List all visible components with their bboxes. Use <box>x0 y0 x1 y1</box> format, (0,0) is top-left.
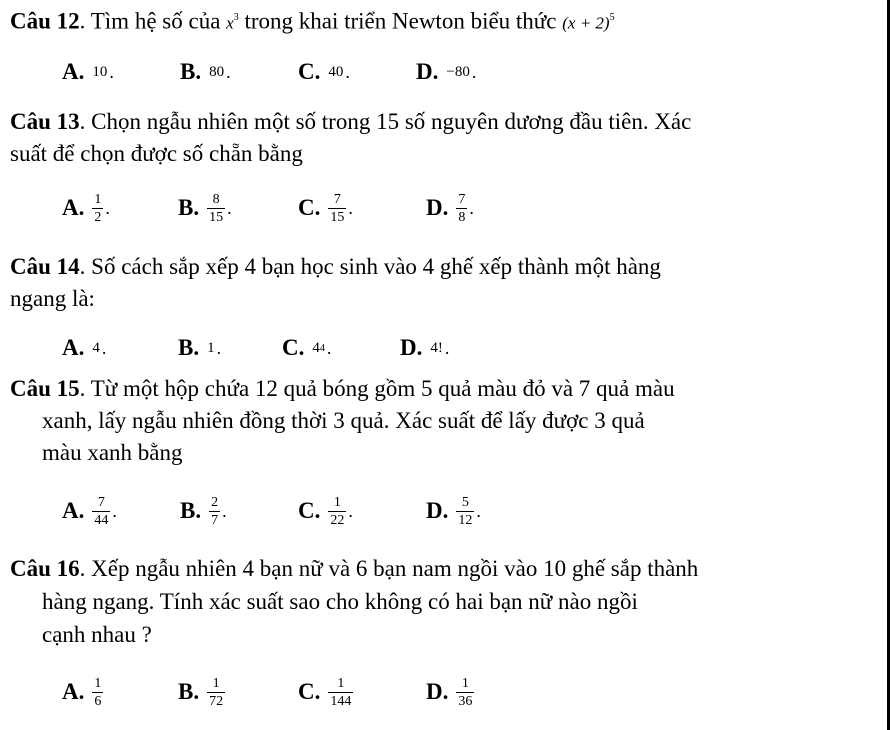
fraction-numerator: 1 <box>94 675 102 691</box>
option-fraction <box>328 192 346 225</box>
question-16-line-2: hàng ngang. Tính xác suất sao cho không có hai bạn nữ nào ngồi <box>42 589 638 614</box>
question-16-text: . Xếp ngẫu nhiên 4 bạn nữ và 6 bạn nam ngồi vào 10 ghế sắp thành <box>79 556 699 581</box>
q16-option-c[interactable] <box>298 672 353 712</box>
option-value: 1 <box>207 339 215 356</box>
option-letter: A. <box>62 498 85 523</box>
fraction-numerator: 8 <box>212 191 220 207</box>
fraction-denominator: 36 <box>458 693 473 709</box>
fraction-denominator: 144 <box>330 693 352 709</box>
q15-option-a[interactable] <box>62 491 117 531</box>
q16-option-a[interactable] <box>62 672 103 712</box>
question-16-label: Câu 16 <box>10 556 80 581</box>
option-value: 4! <box>430 339 443 356</box>
question-14-line-2: ngang là: <box>10 286 95 311</box>
option-value: 4 <box>92 339 100 356</box>
option-letter: B. <box>178 335 200 360</box>
fraction-denominator: 22 <box>330 512 345 528</box>
option-trail: . <box>444 337 450 358</box>
question-14-text: . Số cách sắp xếp 4 bạn học sinh vào 4 ghế xếp thành một hàng <box>79 254 661 279</box>
fraction-numerator: 1 <box>461 675 469 691</box>
option-letter: C. <box>282 335 305 360</box>
option-letter: D. <box>400 335 423 360</box>
question-12-text-before: . Tìm hệ số của <box>79 8 227 34</box>
option-trail: . <box>222 500 227 521</box>
option-letter: B. <box>178 679 200 704</box>
q12-option-b[interactable] <box>180 52 231 92</box>
q13-option-d[interactable] <box>426 188 474 228</box>
option-value: 10 <box>92 63 108 80</box>
q15-option-c[interactable] <box>298 491 353 531</box>
option-trail: . <box>112 500 117 521</box>
q12-option-c[interactable] <box>298 52 350 92</box>
option-letter: B. <box>178 195 200 220</box>
option-fraction <box>456 676 474 709</box>
option-trail: . <box>226 61 231 82</box>
fraction-denominator: 7 <box>211 512 219 528</box>
question-15-label: Câu 15 <box>10 376 80 401</box>
q13-option-c[interactable] <box>298 188 353 228</box>
option-trail: . <box>348 197 353 218</box>
option-trail: . <box>109 61 114 82</box>
option-letter: A. <box>62 679 85 704</box>
option-superscript: 4 <box>319 342 325 354</box>
option-letter: A. <box>62 59 85 84</box>
q14-option-d[interactable] <box>400 328 449 368</box>
fraction-denominator: 15 <box>330 209 345 225</box>
option-letter: B. <box>180 59 202 84</box>
fraction-denominator: 8 <box>458 209 466 225</box>
option-letter: A. <box>62 195 85 220</box>
option-letter: C. <box>298 498 321 523</box>
option-trail: . <box>348 500 353 521</box>
option-fraction <box>92 676 103 709</box>
question-15-text: . Từ một hộp chứa 12 quả bóng gồm 5 quả màu đỏ và 7 quả màu <box>79 376 675 401</box>
q12-option-d[interactable] <box>416 52 476 92</box>
option-letter: B. <box>180 498 202 523</box>
fraction-numerator: 1 <box>212 675 220 691</box>
question-14-line-1 <box>10 253 661 281</box>
q13-option-b[interactable] <box>178 188 232 228</box>
option-trail: . <box>227 197 232 218</box>
fraction-numerator: 7 <box>458 191 466 207</box>
question-15-line-3: màu xanh bằng <box>42 440 183 465</box>
question-16-line-3: cạnh nhau ? <box>42 622 152 647</box>
fraction-denominator: 12 <box>458 512 473 528</box>
fraction-denominator: 2 <box>94 209 102 225</box>
question-12-text-after: trong khai triển Newton biểu thức <box>238 8 563 34</box>
question-13-line-1 <box>10 108 691 136</box>
question-13-line-2: suất để chọn được số chẵn bằng <box>10 141 303 166</box>
option-fraction <box>209 495 220 528</box>
fraction-denominator: 72 <box>209 693 224 709</box>
option-letter: D. <box>416 59 439 84</box>
question-15-line-1 <box>10 375 675 403</box>
fraction-denominator: 15 <box>209 209 224 225</box>
question-16-line-1 <box>10 555 698 583</box>
option-value: 40 <box>328 63 344 80</box>
option-letter: C. <box>298 679 321 704</box>
question-14-label: Câu 14 <box>10 254 80 279</box>
option-fraction <box>456 192 467 225</box>
option-trail: . <box>471 61 477 82</box>
option-trail: . <box>345 61 350 82</box>
option-letter: D. <box>426 195 449 220</box>
question-15-line-2: xanh, lấy ngẫu nhiên đồng thời 3 quả. Xác suất để lấy được 3 quả <box>42 408 645 433</box>
fraction-denominator: 6 <box>94 693 102 709</box>
option-fraction <box>207 676 225 709</box>
fraction-numerator: 7 <box>97 494 105 510</box>
option-trail: . <box>105 197 110 218</box>
q15-option-d[interactable] <box>426 491 481 531</box>
q14-option-a[interactable] <box>62 328 106 368</box>
option-letter: C. <box>298 195 321 220</box>
option-value: 4 <box>312 339 320 356</box>
q16-option-b[interactable] <box>178 672 225 712</box>
option-fraction <box>328 495 346 528</box>
q13-option-a[interactable] <box>62 188 110 228</box>
fraction-numerator: 1 <box>337 675 345 691</box>
fraction-numerator: 5 <box>461 494 469 510</box>
fraction-numerator: 1 <box>94 191 102 207</box>
question-12 <box>10 4 615 38</box>
option-letter: A. <box>62 335 85 360</box>
question-12-x-exp: 3 <box>233 12 239 23</box>
question-12-label: Câu 12 <box>10 8 80 34</box>
option-letter: D. <box>426 498 449 523</box>
question-12-x-base: x <box>226 13 234 33</box>
fraction-numerator: 2 <box>211 494 219 510</box>
option-letter: D. <box>426 679 449 704</box>
q14-option-b[interactable] <box>178 328 221 368</box>
option-trail: . <box>216 337 222 358</box>
question-12-expression: (x + 2) <box>562 13 610 33</box>
question-12-expression-exp: 5 <box>609 12 615 23</box>
question-13-label: Câu 13 <box>10 109 80 134</box>
option-letter: C. <box>298 59 321 84</box>
option-trail: . <box>101 337 107 358</box>
option-fraction <box>92 495 110 528</box>
q12-option-a[interactable] <box>62 52 114 92</box>
question-13-text: . Chọn ngẫu nhiên một số trong 15 số nguyên dương đầu tiên. Xác <box>79 109 692 134</box>
option-trail: . <box>476 500 481 521</box>
option-fraction <box>456 495 474 528</box>
option-value: −80 <box>446 63 470 80</box>
option-trail: . <box>326 337 332 358</box>
q14-option-c[interactable] <box>282 328 331 368</box>
option-trail: . <box>469 197 474 218</box>
option-fraction <box>92 192 103 225</box>
option-fraction <box>207 192 225 225</box>
q16-option-d[interactable] <box>426 672 474 712</box>
q15-option-b[interactable] <box>180 491 227 531</box>
option-fraction <box>328 676 353 709</box>
fraction-denominator: 44 <box>94 512 109 528</box>
option-value: 80 <box>209 63 225 80</box>
fraction-numerator: 1 <box>333 494 341 510</box>
fraction-numerator: 7 <box>333 191 341 207</box>
